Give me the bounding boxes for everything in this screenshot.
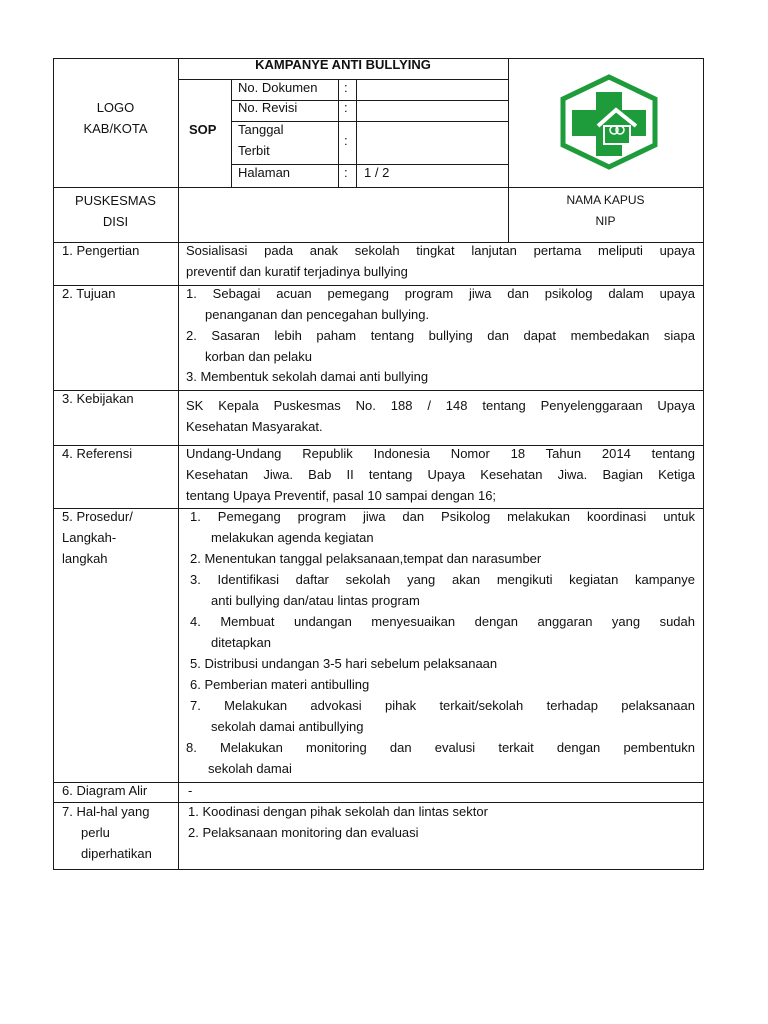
label-prosedur-1: 5. Prosedur/ bbox=[62, 509, 133, 524]
label-kebijakan: 3. Kebijakan bbox=[62, 391, 134, 406]
puskesmas-line-2: DISI bbox=[102, 214, 129, 229]
label-pengertian: 1. Pengertian bbox=[62, 243, 140, 258]
tujuan-line-1: 1. Sebagai acuan pemegang program jiwa dan psikolog dalam upaya bbox=[186, 286, 695, 301]
logo-kab-kota bbox=[53, 97, 178, 139]
field-tanggal-label: Tanggal bbox=[238, 122, 284, 137]
field-no-dokumen-label: No. Dokumen bbox=[238, 80, 318, 95]
tujuan-line-5: 3. Membentuk sekolah damai anti bullying bbox=[186, 369, 429, 384]
field-no-revisi-label: No. Revisi bbox=[238, 100, 298, 115]
puskesmas-logo-icon bbox=[558, 74, 660, 170]
prosedur-line-12: 8. Melakukan monitoring dan evalusi terkait dengan pembentukn bbox=[186, 740, 695, 755]
label-halhal bbox=[62, 801, 152, 864]
referensi-line-3: tentang Upaya Preventif, pasal 10 sampai dengan 16; bbox=[186, 488, 497, 503]
field-tanggal-colon: : bbox=[344, 133, 348, 148]
halhal-line-2: 2. Pelaksanaan monitoring dan evaluasi bbox=[188, 825, 419, 840]
prosedur-line-9: 6. Pemberian materi antibulling bbox=[190, 677, 370, 692]
pengertian-line-2: preventif dan kuratif terjadinya bullying bbox=[186, 264, 408, 279]
referensi-line-1: Undang-Undang Republik Indonesia Nomor 18 Tahun 2014 tentang bbox=[186, 446, 695, 461]
prosedur-line-6: 4. Membuat undangan menyesuaikan dengan anggaran yang sudah bbox=[190, 614, 695, 629]
label-diagram: 6. Diagram Alir bbox=[62, 783, 148, 798]
field-halaman-label: Halaman bbox=[238, 165, 291, 180]
label-prosedur bbox=[62, 506, 133, 569]
tujuan-line-3: 2. Sasaran lebih paham tentang bullying dan dapat membedakan siapa bbox=[186, 328, 695, 343]
label-referensi: 4. Referensi bbox=[62, 446, 133, 461]
kebijakan-line-1: SK Kepala Puskesmas No. 188 / 148 tentang Penyelenggaraan Upaya bbox=[186, 398, 695, 413]
prosedur-line-4: 3. Identifikasi daftar sekolah yang akan mengikuti kegiatan kampanye bbox=[190, 572, 695, 587]
tujuan-line-4: korban dan pelaku bbox=[205, 349, 312, 364]
prosedur-line-3: 2. Menentukan tanggal pelaksanaan,tempat dan narasumber bbox=[190, 551, 542, 566]
logo-line-2: KAB/KOTA bbox=[83, 121, 148, 136]
field-halaman-value: 1 / 2 bbox=[364, 165, 390, 180]
referensi-line-2: Kesehatan Jiwa. Bab II tentang Upaya Kesehatan Jiwa. Bagian Ketiga bbox=[186, 467, 695, 482]
label-halhal-2: perlu bbox=[81, 825, 110, 840]
prosedur-line-10: 7. Melakukan advokasi pihak terkait/sekolah terhadap pelaksanaan bbox=[190, 698, 695, 713]
puskesmas-name bbox=[53, 190, 178, 232]
label-halhal-1: 7. Hal-hal yang bbox=[62, 804, 150, 819]
kebijakan-line-2: Kesehatan Masyarakat. bbox=[186, 419, 323, 434]
halhal-line-1: 1. Koodinasi dengan pihak sekolah dan lintas sektor bbox=[188, 804, 488, 819]
document-title: KAMPANYE ANTI BULLYING bbox=[255, 57, 431, 72]
tujuan-line-2: penanganan dan pencegahan bullying. bbox=[205, 307, 430, 322]
logo-line-1: LOGO bbox=[96, 100, 135, 115]
pengertian-line-1: Sosialisasi pada anak sekolah tingkat lanjutan pertama meliputi upaya bbox=[186, 243, 695, 258]
diagram-value: - bbox=[188, 783, 193, 798]
label-prosedur-2: Langkah- bbox=[62, 530, 117, 545]
sop-label: SOP bbox=[189, 122, 217, 137]
label-halhal-3: diperhatikan bbox=[81, 846, 152, 861]
prosedur-line-7: ditetapkan bbox=[211, 635, 271, 650]
prosedur-line-8: 5. Distribusi undangan 3-5 hari sebelum pelaksanaan bbox=[190, 656, 498, 671]
kapus-name: NAMA KAPUS bbox=[566, 193, 645, 207]
label-tujuan: 2. Tujuan bbox=[62, 286, 116, 301]
field-halaman-colon: : bbox=[344, 165, 348, 180]
kapus-nip: NIP bbox=[595, 214, 616, 228]
field-no-revisi-colon: : bbox=[344, 100, 348, 115]
field-terbit-label: Terbit bbox=[238, 143, 270, 158]
kapus-info bbox=[508, 190, 703, 232]
prosedur-line-1: 1. Pemegang program jiwa dan Psikolog melakukan koordinasi untuk bbox=[190, 509, 695, 524]
prosedur-line-5: anti bullying dan/atau lintas program bbox=[211, 593, 420, 608]
prosedur-line-2: melakukan agenda kegiatan bbox=[211, 530, 374, 545]
field-no-dokumen-colon: : bbox=[344, 80, 348, 95]
label-prosedur-3: langkah bbox=[62, 551, 108, 566]
prosedur-line-13: sekolah damai bbox=[208, 761, 292, 776]
puskesmas-line-1: PUSKESMAS bbox=[75, 193, 156, 208]
prosedur-line-11: sekolah damai antibullying bbox=[211, 719, 364, 734]
